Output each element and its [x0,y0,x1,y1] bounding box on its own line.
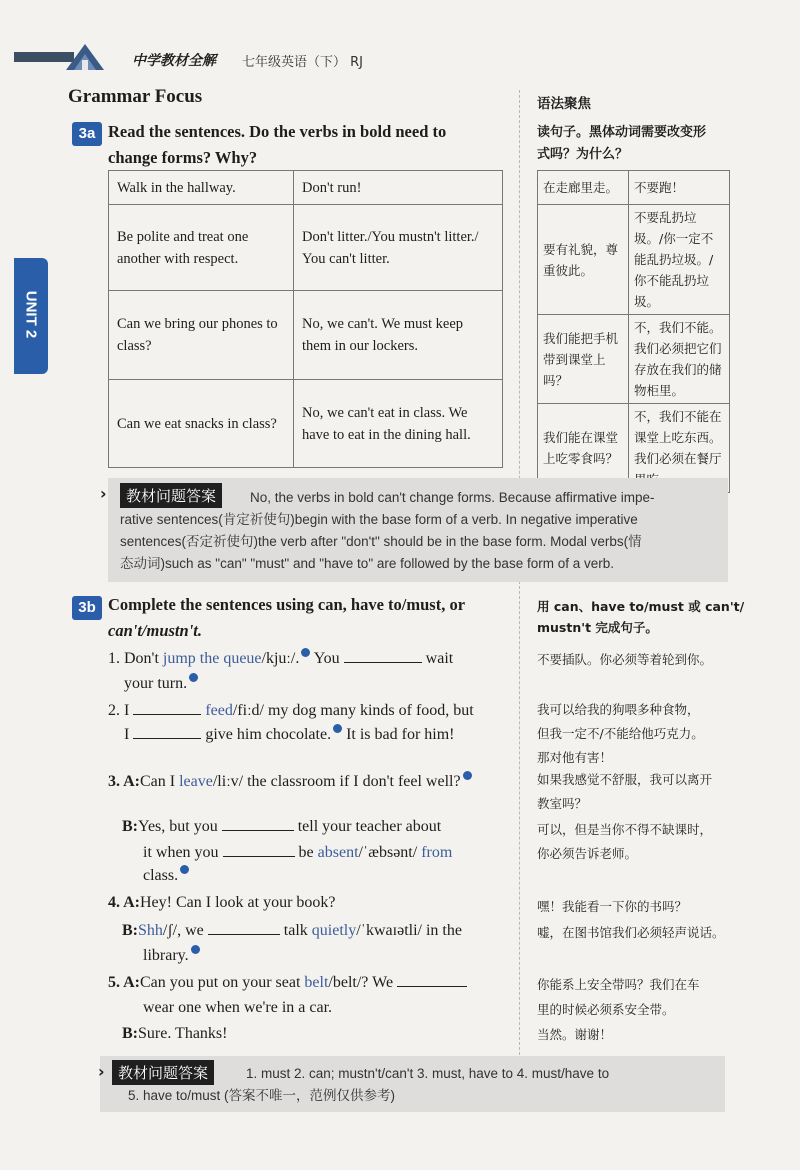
cn-q3 [537,768,712,866]
header-bar [0,38,800,78]
answer-label-3b: 教材问题答案 [112,1060,214,1085]
instruction-3a-line1: Read the sentences. Do the verbs in bold need to [108,122,447,141]
q3-keyword: leave [179,773,213,790]
table-cell: Walk in the hallway. [109,171,294,205]
q1-text: 1. Don't [108,650,163,667]
q4-text: Hey! Can I look at your book? [140,894,336,911]
table-cell: 要有礼貌，尊重彼此。 [538,205,629,315]
cn-q3-line: 教室吗？ [537,796,588,811]
q3-keyword: absent [317,844,359,861]
q5-label: B: [122,1025,138,1042]
table-row [109,205,503,291]
q5-keyword: belt [304,974,329,991]
cn-q2 [537,698,704,770]
q2-text: I [124,726,130,743]
cn-q3-line: 你必须告诉老师。 [537,846,638,861]
table-cell: No, we can't. We must keep them in our lockers. [294,291,503,380]
answer-blank[interactable] [223,840,295,857]
cn-instruction-3b [537,596,744,638]
table-cell: 不要乱扔垃圾。/你一定不能乱扔垃圾。/你不能乱扔垃圾。 [629,205,730,315]
question-1-line1 [108,646,508,671]
answer-blank[interactable] [208,918,280,935]
table-row [538,205,730,315]
cn-q4-line: 嘘，在图书馆我们必须轻声说话。 [537,925,725,940]
table-cell: 我们能在课堂上吃零食吗？ [538,404,629,493]
q4-keyword: Shh [138,922,163,939]
question-5b-line [122,1022,227,1046]
q3-text: /liːv/ the classroom if I don't feel well? [212,773,461,790]
footnote-icon [180,865,189,874]
question-4b-line1 [122,918,512,943]
q4-keyword: quietly [311,922,357,939]
q4-phonetic: /ˈkwaɪətli/ in the [356,922,462,939]
badge-3b: 3b [72,596,102,620]
cn-q5 [537,972,700,1047]
q1-keyword: jump the queue [162,650,262,667]
cn-q4 [537,894,725,946]
instruction-3a [108,119,513,171]
answer-text-3a [120,487,720,575]
cn-instruction-3b-line2: mustn't 完成句子。 [537,620,658,635]
header-emblem-icon [62,40,108,74]
q4-label: B: [122,922,138,939]
answer-3a-line3: sentences(否定祈使句)the verb after "don't" should be in the base form. Modal verbs(情 [120,534,642,549]
badge-3a: 3a [72,122,102,146]
cn-q3-line: 可以，但是当你不得不缺课时， [537,822,713,837]
question-1-line2 [124,672,198,696]
q2-text: It is bad for him! [342,726,455,743]
footnote-icon [191,945,200,954]
table-cell: 不，我们不能。我们必须把它们存放在我们的储物柜里。 [629,315,730,404]
question-4b-line2 [143,944,200,968]
table-cell: Be polite and treat one another with respect. [109,205,294,291]
answer-box-3a [100,478,728,582]
table-cell: Can we bring our phones to class? [109,291,294,380]
grammar-title: Grammar Focus [68,86,203,107]
chevron-right-icon: › [98,1062,105,1081]
cn-instruction-3a [537,122,706,166]
answer-blank[interactable] [344,646,422,663]
table-row [109,171,503,205]
table-cell: 不要跑！ [629,171,730,205]
cn-instruction-3a-line1: 读句子。黑体动词需要改变形 [537,125,707,140]
answer-blank[interactable] [397,970,467,987]
instruction-3a-line2: change forms? Why? [108,148,258,167]
table-cell: 我们能把手机带到课堂上吗？ [538,315,629,404]
q3-phonetic: /ˈæbsənt/ [358,844,422,861]
answer-3a-line4: 态动词)such as "can" "must" and "have to" are followed by the base form of a verb. [120,556,614,571]
question-2-line2 [124,722,514,747]
question-5a-line2 [143,996,332,1020]
answer-3b-line1: 1. must 2. can; mustn't/can't 3. must, have to 4. must/have to [246,1066,610,1081]
question-3b-line1 [122,814,512,839]
q5-label: 5. A: [108,974,140,991]
question-2-line1 [108,698,508,723]
sentence-table [108,170,503,468]
table-cell: 不，我们不能在课堂上吃东西。我们必须在餐厅 [629,404,730,493]
q4-label: 4. A: [108,894,140,911]
cn-q3-line: 如果我感觉不舒服，我可以离开 [537,772,713,787]
q3-text: Can I [140,773,180,790]
question-3b-line2 [143,840,513,865]
table-row [109,380,503,468]
header-brand: 中学教材全解 [132,53,216,69]
question-5a-line1 [108,970,513,995]
footnote-icon [189,673,198,682]
question-4a-line [108,891,336,915]
question-3b-line3 [143,864,189,888]
table-cell: No, we can't eat in class. We have to eat in the dining hall. [294,380,503,468]
answer-blank[interactable] [133,698,201,715]
q2-text: /fiːd/ my dog many kinds of food, but [232,702,474,719]
cn-q2-line: 但我一定不/不能给他巧克力。 [537,726,704,741]
q1-text: your turn. [124,675,188,692]
q3-label: 3. A: [108,773,140,790]
header-book: 七年级英语（下） RJ [242,55,363,70]
table-cell: Don't litter./You mustn't litter./ You can't litter. [294,205,503,291]
instruction-3b-line1: Complete the sentences using can, have to/must, or [108,595,466,614]
chevron-right-icon: › [100,484,107,503]
table-row [538,171,730,205]
answer-3a-line1: No, the verbs in bold can't change forms. Because affirmative impe- [250,490,655,505]
table-row [109,291,503,380]
answer-blank[interactable] [222,814,294,831]
q4-text: library. [143,947,189,964]
cn-sentence-table [537,170,730,493]
unit-side-tab-label: UNIT 2 [22,290,40,339]
cn-q1: 不要插队。你必须等着轮到你。 [537,652,713,667]
q1-text: You [310,650,340,667]
cn-q5-line: 你能系上安全带吗？我们在车 [537,977,700,992]
q1-phonetic: /kjuː/. [261,650,300,667]
cn-q2-line: 我可以给我的狗喂多种食物， [537,702,700,717]
table-row [538,315,730,404]
footnote-icon [463,771,472,780]
q2-keyword: feed [205,702,233,719]
q1-text: wait [425,650,454,667]
q4-text: /ʃ/, we [162,922,204,939]
cn-q5-line: 当然。谢谢！ [537,1027,613,1042]
q5-text: /belt/? We [328,974,394,991]
q3-text: tell your teacher about [297,818,442,835]
answer-label-3a: 教材问题答案 [120,483,222,508]
cn-q4-line: 嘿！我能看一下你的书吗？ [537,899,688,914]
answer-3b-line2: 5. have to/must (答案不唯一，范例仅供参考) [128,1088,396,1103]
q3-label: B: [122,818,138,835]
q4-text: talk [283,922,312,939]
answer-3a-line2: rative sentences(肯定祈使句)begin with the base form of a verb. In negative imperative [120,512,638,527]
footnote-icon [333,724,342,733]
q5-text: Sure. Thanks! [138,1025,228,1042]
footnote-icon [301,648,310,657]
grammar-cn-title: 语法聚焦 [537,96,591,112]
cn-instruction-3a-line2: 式吗？为什么？ [537,147,629,162]
cn-q2-line: 那对他有害！ [537,750,613,765]
q3-text: it when you [143,844,219,861]
table-cell: Don't run! [294,171,503,205]
q5-text: wear one when we're in a car. [143,999,333,1016]
unit-side-tab [14,258,48,374]
cn-q5-line: 里的时候必须系安全带。 [537,1002,675,1017]
instruction-3b [108,592,513,644]
q2-text: give him chocolate. [205,726,332,743]
table-cell: 在走廊里走。 [538,171,629,205]
q3-text: Yes, but you [138,818,218,835]
answer-blank[interactable] [133,722,201,739]
instruction-3b-line2: can't/mustn't. [108,621,202,640]
q2-text: 2. I [108,702,130,719]
q3-keyword: from [421,844,453,861]
q5-text: Can you put on your seat [140,974,305,991]
answer-box-3b [100,1056,725,1112]
table-cell: Can we eat snacks in class? [109,380,294,468]
q3-text: be [298,844,318,861]
q3-text: class. [143,867,179,884]
cn-instruction-3b-line1: 用 can、have to/must 或 can't/ [537,599,745,614]
question-3a-line [108,770,518,794]
